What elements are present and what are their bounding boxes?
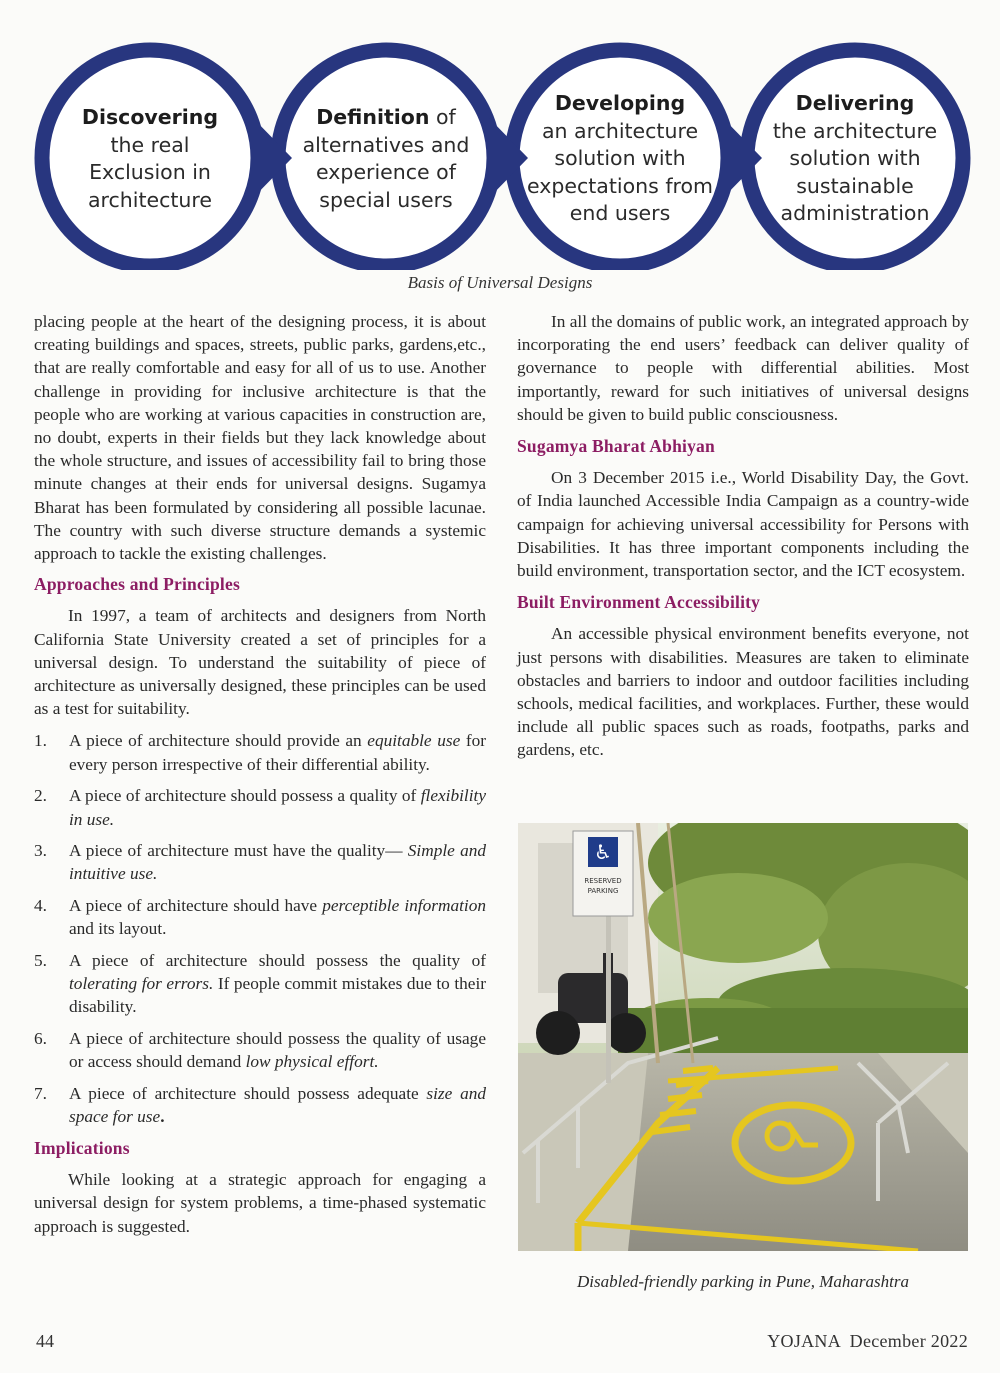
process-diagram	[0, 0, 1000, 270]
principle-item: 6. A piece of architecture should possess the quality of usage or access should demand low physical effort.	[34, 1029, 486, 1072]
left-column	[34, 310, 486, 1238]
step-2-text: Definition of alternatives and experience of special users	[302, 105, 470, 212]
left-paragraph-2: In 1997, a team of architects and designers from North California State University created a set of principles for a universal design. To understand the suitability of piece of architecture as universally designed, these principles can be used as a test for suitability.	[34, 606, 486, 719]
principle-item: 2. A piece of architecture should possess a quality of flexibility in use.	[34, 786, 486, 829]
parking-photo	[518, 823, 968, 1251]
right-column	[517, 310, 969, 762]
step-3-text: Developing an architecture solution with expectations from end users	[526, 91, 714, 225]
principles-list	[34, 729, 486, 1128]
heading-built-environment: Built Environment Accessibility	[517, 592, 761, 613]
left-paragraph-1: placing people at the heart of the designing process, it is about creating buildings and spaces, streets, public parks, gardens,etc., that are really comfortable and easy for all of us to use. Another challenge in providing for inclusive architecture is that the people who are working at various capacities in construction are, no doubt, experts in their fields but they lack knowledge about the whole structure, and issues of accessibility fail to bring those minute changes at their ends for universal designs. Sugamya Bharat has been formulated by considering all possible lacunae. The country with such diverse structure demands a systemic approach to tackle the existing challenges.	[34, 312, 486, 564]
step-1-title: Discovering	[81, 105, 219, 129]
heading-sugamya-bharat: Sugamya Bharat Abhiyan	[517, 436, 715, 457]
sign-text-line-1: RESERVED	[584, 877, 622, 885]
step-1-text: Discovering the real Exclusion in architecture	[81, 105, 219, 212]
right-paragraph-1: In all the domains of public work, an integrated approach by incorporating the end users’ feedback can deliver quality of governance to people with differential abilities. Most importantly, reward for such initiatives of universal designs should be given to build public consciousness.	[517, 312, 969, 424]
step-2-title: Definition	[316, 105, 430, 129]
sign-text-line-2: PARKING	[587, 887, 619, 895]
step-4-text: Delivering the architecture solution with sustainable administration	[772, 91, 938, 225]
heading-approaches-principles: Approaches and Principles	[34, 574, 240, 595]
photo-caption: Disabled-friendly parking in Pune, Maharashtra	[577, 1272, 909, 1291]
page-number: 44	[36, 1331, 54, 1351]
svg-text:♿: ♿	[594, 840, 612, 864]
left-paragraph-3: While looking at a strategic approach for engaging a universal design for system problems, a time-phased systematic approach is suggested.	[34, 1170, 486, 1236]
right-paragraph-2: On 3 December 2015 i.e., World Disability Day, the Govt. of India launched Accessible India Campaign as a country-wide campaign for achieving universal accessibility for Persons with Disabilities. It has three important components including the build environment, transportation sector, and the ICT ecosystem.	[517, 468, 969, 581]
principle-item: 5. A piece of architecture should possess the quality of tolerating for errors. If people commit mistakes due to their disability.	[34, 951, 486, 1017]
heading-implications: Implications	[34, 1138, 130, 1158]
principle-item: 7. A piece of architecture should possess adequate size and space for use.	[34, 1084, 486, 1127]
right-paragraph-3: An accessible physical environment benefits everyone, not just persons with disabilities. Measures are taken to eliminate obstacles and barriers to indoor and outdoor facilities including schools, medical facilities, and workplaces. Further, these would include all public spaces such as roads, footpaths, parks and gardens, etc.	[517, 624, 969, 760]
principle-item: 4. A piece of architecture should have perceptible information and its layout.	[34, 896, 486, 939]
principle-item: 1. A piece of architecture should provide an equitable use for every person irrespective of their differential ability.	[34, 731, 486, 774]
principle-item: 3. A piece of architecture must have the quality— Simple and intuitive use.	[34, 841, 486, 884]
step-3-title: Developing	[554, 91, 686, 115]
parking-photo-illustration	[518, 823, 968, 1251]
magazine-footer: YOJANA December 2022	[767, 1331, 968, 1351]
step-4-title: Delivering	[795, 91, 915, 115]
diagram-caption: Basis of Universal Designs	[407, 273, 593, 292]
